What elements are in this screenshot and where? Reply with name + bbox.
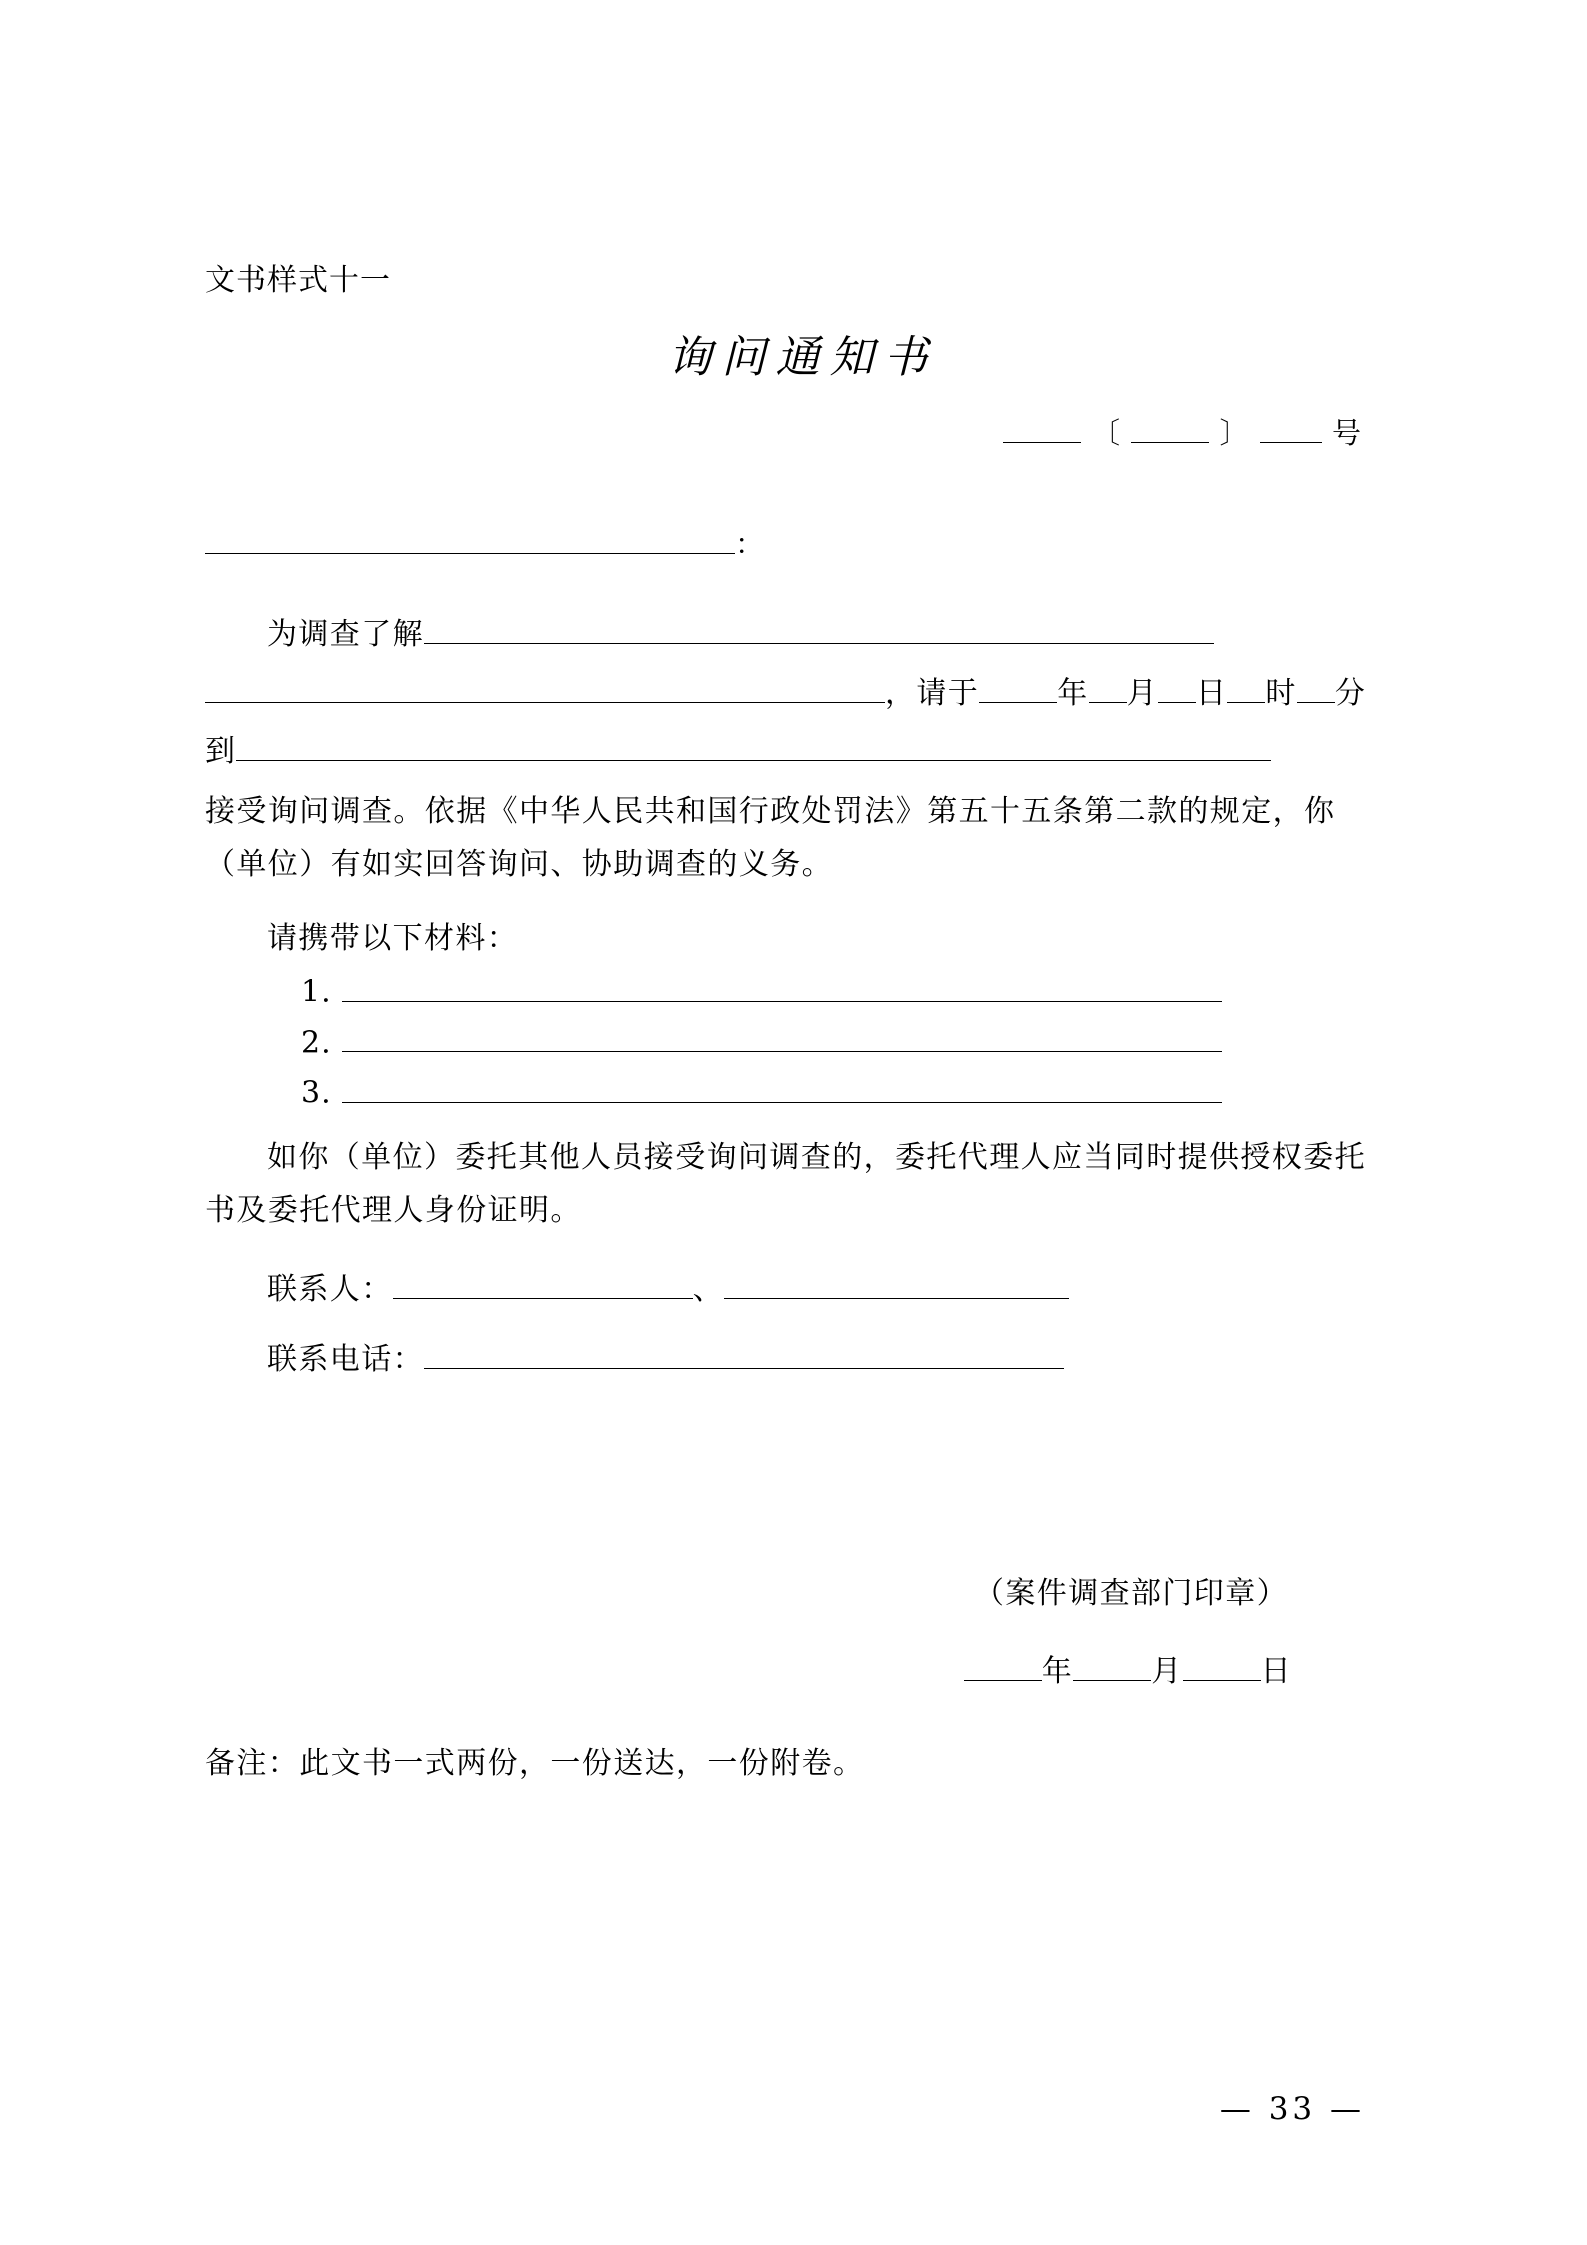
material-item-1 xyxy=(301,969,1380,1010)
material-item-2-blank[interactable] xyxy=(342,1020,1222,1053)
body-line-1 xyxy=(205,609,1380,662)
year-blank[interactable] xyxy=(979,670,1057,703)
contact-person-label: 联系人： xyxy=(267,1271,393,1307)
page-number: — 33 — xyxy=(1219,2091,1365,2127)
day-blank[interactable] xyxy=(1158,670,1196,703)
location-blank[interactable] xyxy=(236,729,1271,762)
month-blank[interactable] xyxy=(1089,670,1127,703)
sign-year-label: 年 xyxy=(1041,1653,1074,1689)
sign-month-label: 月 xyxy=(1151,1653,1183,1689)
body-line-3 xyxy=(205,726,1380,779)
contact-person-blank-1[interactable] xyxy=(393,1266,693,1299)
signature-date-line xyxy=(205,1646,1380,1690)
entrust-paragraph-text: 如你（单位）委托其他人员接受询问调查的，委托代理人应当同时提供授权委托书及委托代理人身份证明。 xyxy=(205,1139,1366,1229)
contact-separator: 、 xyxy=(692,1271,725,1307)
sign-month-blank[interactable] xyxy=(1073,1648,1151,1681)
body-line-2-suffix: ，请于 xyxy=(885,675,980,711)
year-label: 年 xyxy=(1057,675,1089,711)
hour-blank[interactable] xyxy=(1227,670,1265,703)
material-item-2-number: 2. xyxy=(301,1025,332,1061)
recipient-line xyxy=(205,522,1380,563)
contact-phone-row xyxy=(267,1334,1380,1378)
doc-number-blank-2[interactable] xyxy=(1131,412,1209,443)
sign-day-blank[interactable] xyxy=(1183,1648,1261,1681)
document-content xyxy=(205,255,1380,1782)
material-item-1-blank[interactable] xyxy=(342,969,1222,1002)
investigation-subject-blank-1[interactable] xyxy=(424,612,1214,645)
sign-year-blank[interactable] xyxy=(964,1648,1042,1681)
doc-number-close-paren: 〕 xyxy=(1219,416,1250,450)
doc-number-unit: 号 xyxy=(1331,416,1362,450)
materials-intro: 请携带以下材料： xyxy=(267,921,519,957)
material-item-3-blank[interactable] xyxy=(342,1070,1222,1103)
document-style-label: 文书样式十一 xyxy=(205,263,391,298)
body-line-2 xyxy=(205,668,1380,721)
minute-label: 分 xyxy=(1334,675,1367,711)
material-item-2 xyxy=(301,1020,1380,1061)
document-number-line xyxy=(205,411,1380,452)
contact-phone-label: 联系电话： xyxy=(267,1341,424,1377)
investigation-subject-blank-2[interactable] xyxy=(205,670,885,703)
hour-label: 时 xyxy=(1265,675,1297,711)
sign-day-label: 日 xyxy=(1260,1653,1292,1689)
contact-person-row xyxy=(267,1264,1380,1308)
doc-number-open-paren: 〔 xyxy=(1091,416,1122,450)
doc-number-blank-1[interactable] xyxy=(1003,412,1081,443)
month-label: 月 xyxy=(1126,675,1159,711)
material-item-1-number: 1. xyxy=(301,974,332,1010)
minute-blank[interactable] xyxy=(1297,670,1335,703)
day-label: 日 xyxy=(1196,675,1228,711)
contact-phone-blank[interactable] xyxy=(424,1336,1064,1369)
seal-placeholder: （案件调查部门印章） xyxy=(974,1575,1288,1611)
remark-note: 备注：此文书一式两份，一份送达，一份附卷。 xyxy=(205,1745,865,1781)
page-title: 询问通知书 xyxy=(667,332,938,383)
doc-number-blank-3[interactable] xyxy=(1260,412,1322,443)
recipient-colon: ： xyxy=(735,527,766,561)
body-line-1-prefix: 为调查了解 xyxy=(267,617,424,652)
entrust-paragraph xyxy=(205,1131,1380,1238)
body-line-3-prefix: 到 xyxy=(205,734,237,769)
material-item-3 xyxy=(301,1070,1380,1111)
contact-person-blank-2[interactable] xyxy=(724,1266,1069,1299)
material-item-3-number: 3. xyxy=(301,1075,332,1111)
legal-basis-paragraph: 接受询问调查。依据《中华人民共和国行政处罚法》第五十五条第二款的规定，你（单位）有如实回答询问、协助调查的义务。 xyxy=(205,793,1336,882)
recipient-input[interactable] xyxy=(205,523,735,554)
